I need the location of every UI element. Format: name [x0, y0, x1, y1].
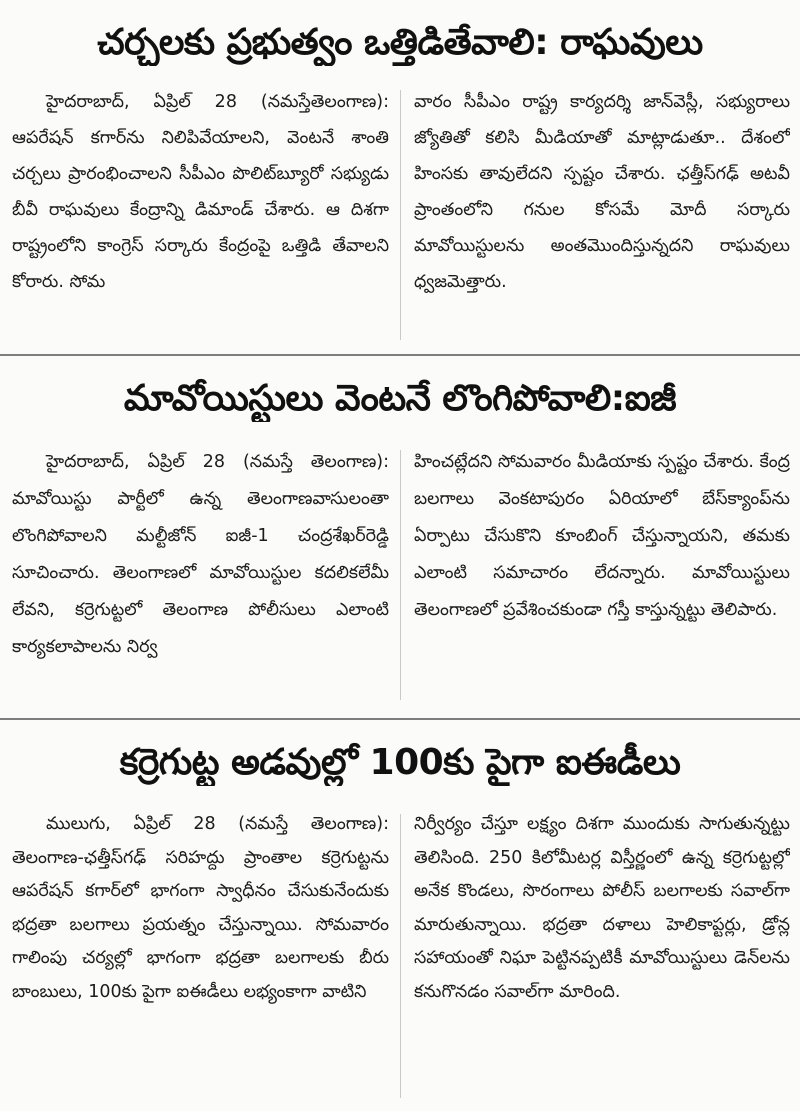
article-3-right-column — [414, 808, 790, 1104]
article-2-left-column — [12, 444, 389, 708]
article-1-left-column — [12, 84, 389, 348]
article-2-right-text: హించట్లేదని సోమవారం మీడియాకు స్పష్టం చేశారు. కేంద్ర బలగాలు వెంకటాపురం ఏరియాలో బేస్‌క్యాంప్‌ను ఏర్పాటు చేసుకొని కూంబింగ్ చేస్తున్నాయని, తమకు ఎలాంటి సమాచారం లేదన్నారు. మావోయిస్టులు తెలంగాణలో ప్రవేశించకుండా గస్తీ కాస్తున్నట్టు తెలిపారు. — [414, 452, 790, 620]
column-divider — [400, 814, 401, 1098]
article-2-headline: మావోయిస్టులు వెంటనే లొంగిపోవాలి:ఐజీ — [123, 378, 677, 419]
column-divider — [400, 450, 401, 700]
section-divider — [0, 718, 800, 720]
article-2 — [0, 444, 800, 708]
article-2-left-text: హైదరాబాద్, ఏప్రిల్ 28 (నమస్తే తెలంగాణ): మావోయిస్టు పార్టీలో ఉన్న తెలంగాణవాసులంతా లొంగిపోవాలని మల్టీజోన్ ఐజీ-1 చంద్రశేఖర్‌రెడ్డి సూచించారు. తెలంగాణలో మావోయిస్టుల కదలికలేమీ లేవని, కర్రెగుట్టలో తెలంగాణ పోలీసులు ఎలాంటి కార్యకలాపాలను నిర్వ — [12, 452, 389, 657]
article-1-headline: చర్చలకు ప్రభుత్వం ఒత్తిడితేవాలి: రాఘవులు — [97, 22, 703, 63]
article-3-right-text: నిర్వీర్యం చేస్తూ లక్ష్యం దిశగా ముందుకు సాగుతున్నట్టు తెలిసింది. 250 కిలోమీటర్ల విస్తీర్ణంలో ఉన్న కర్రెగుట్టల్లో అనేక కొండలు, సొరంగాలు పోలీస్ బలగాలకు సవాల్‌గా మారుతున్నాయి. భద్రతా దళాలు హెలికాప్టర్లు, డ్రోన్ల సహాయంతో నిఘా పెట్టినప్పటికీ మావోయిస్టులు డెన్‌లను కనుగొనడం సవాల్‌గా మారింది. — [414, 814, 790, 1002]
article-3-left-text: ములుగు, ఏప్రిల్ 28 (నమస్తే తెలంగాణ): తెలంగాణ-ఛత్తీస్‌గఢ్ సరిహద్దు ప్రాంతాల కర్రెగుట్టను ఆపరేషన్ కగార్‌లో భాగంగా స్వాధీనం చేసుకునేందుకు భద్రతా బలగాలు ప్రయత్నం చేస్తున్నాయి. సోమవారం గాలింపు చర్యల్లో భాగంగా భద్రతా బలగాలకు బీరు బాంబులు, 100కు పైగా ఐఈడీలు లభ్యంకాగా వాటిని — [12, 814, 389, 1002]
section-divider — [0, 354, 800, 356]
article-3 — [0, 808, 800, 1104]
article-3-headline: కర్రెగుట్ట అడవుల్లో 100కు పైగా ఐఈడీలు — [119, 742, 681, 783]
article-1-right-column — [414, 84, 790, 348]
article-2-right-column — [414, 444, 790, 708]
article-1-left-text: హైదరాబాద్, ఏప్రిల్ 28 (నమస్తేతెలంగాణ): ఆపరేషన్ కగార్‌ను నిలిపివేయాలని, వెంటనే శాంతి చర్చలు ప్రారంభించాలని సీపీఎం పొలిట్‌బ్యూరో సభ్యుడు బీవీ రాఘవులు కేంద్రాన్ని డిమాండ్ చేశారు. ఆ దిశగా రాష్ట్రంలోని కాంగ్రెస్ సర్కారు కేంద్రంపై ఒత్తిడి తేవాలని కోరారు. సోమ — [12, 92, 389, 292]
column-divider — [400, 90, 401, 340]
article-1-right-text: వారం సీపీఎం రాష్ట్ర కార్యదర్శి జాన్‌వెస్లీ, సభ్యురాలు జ్యోతితో కలిసి మీడియాతో మాట్లాడుతూ.. దేశంలో హింసకు తావులేదని స్పష్టం చేశారు. ఛత్తీస్‌గఢ్ అటవీ ప్రాంతంలోని గనుల కోసమే మోదీ సర్కారు మావోయిస్టులను అంతమొందిస్తున్నదని రాఘవులు ధ్వజమెత్తారు. — [414, 92, 790, 292]
article-1 — [0, 84, 800, 348]
article-3-left-column — [12, 808, 389, 1104]
